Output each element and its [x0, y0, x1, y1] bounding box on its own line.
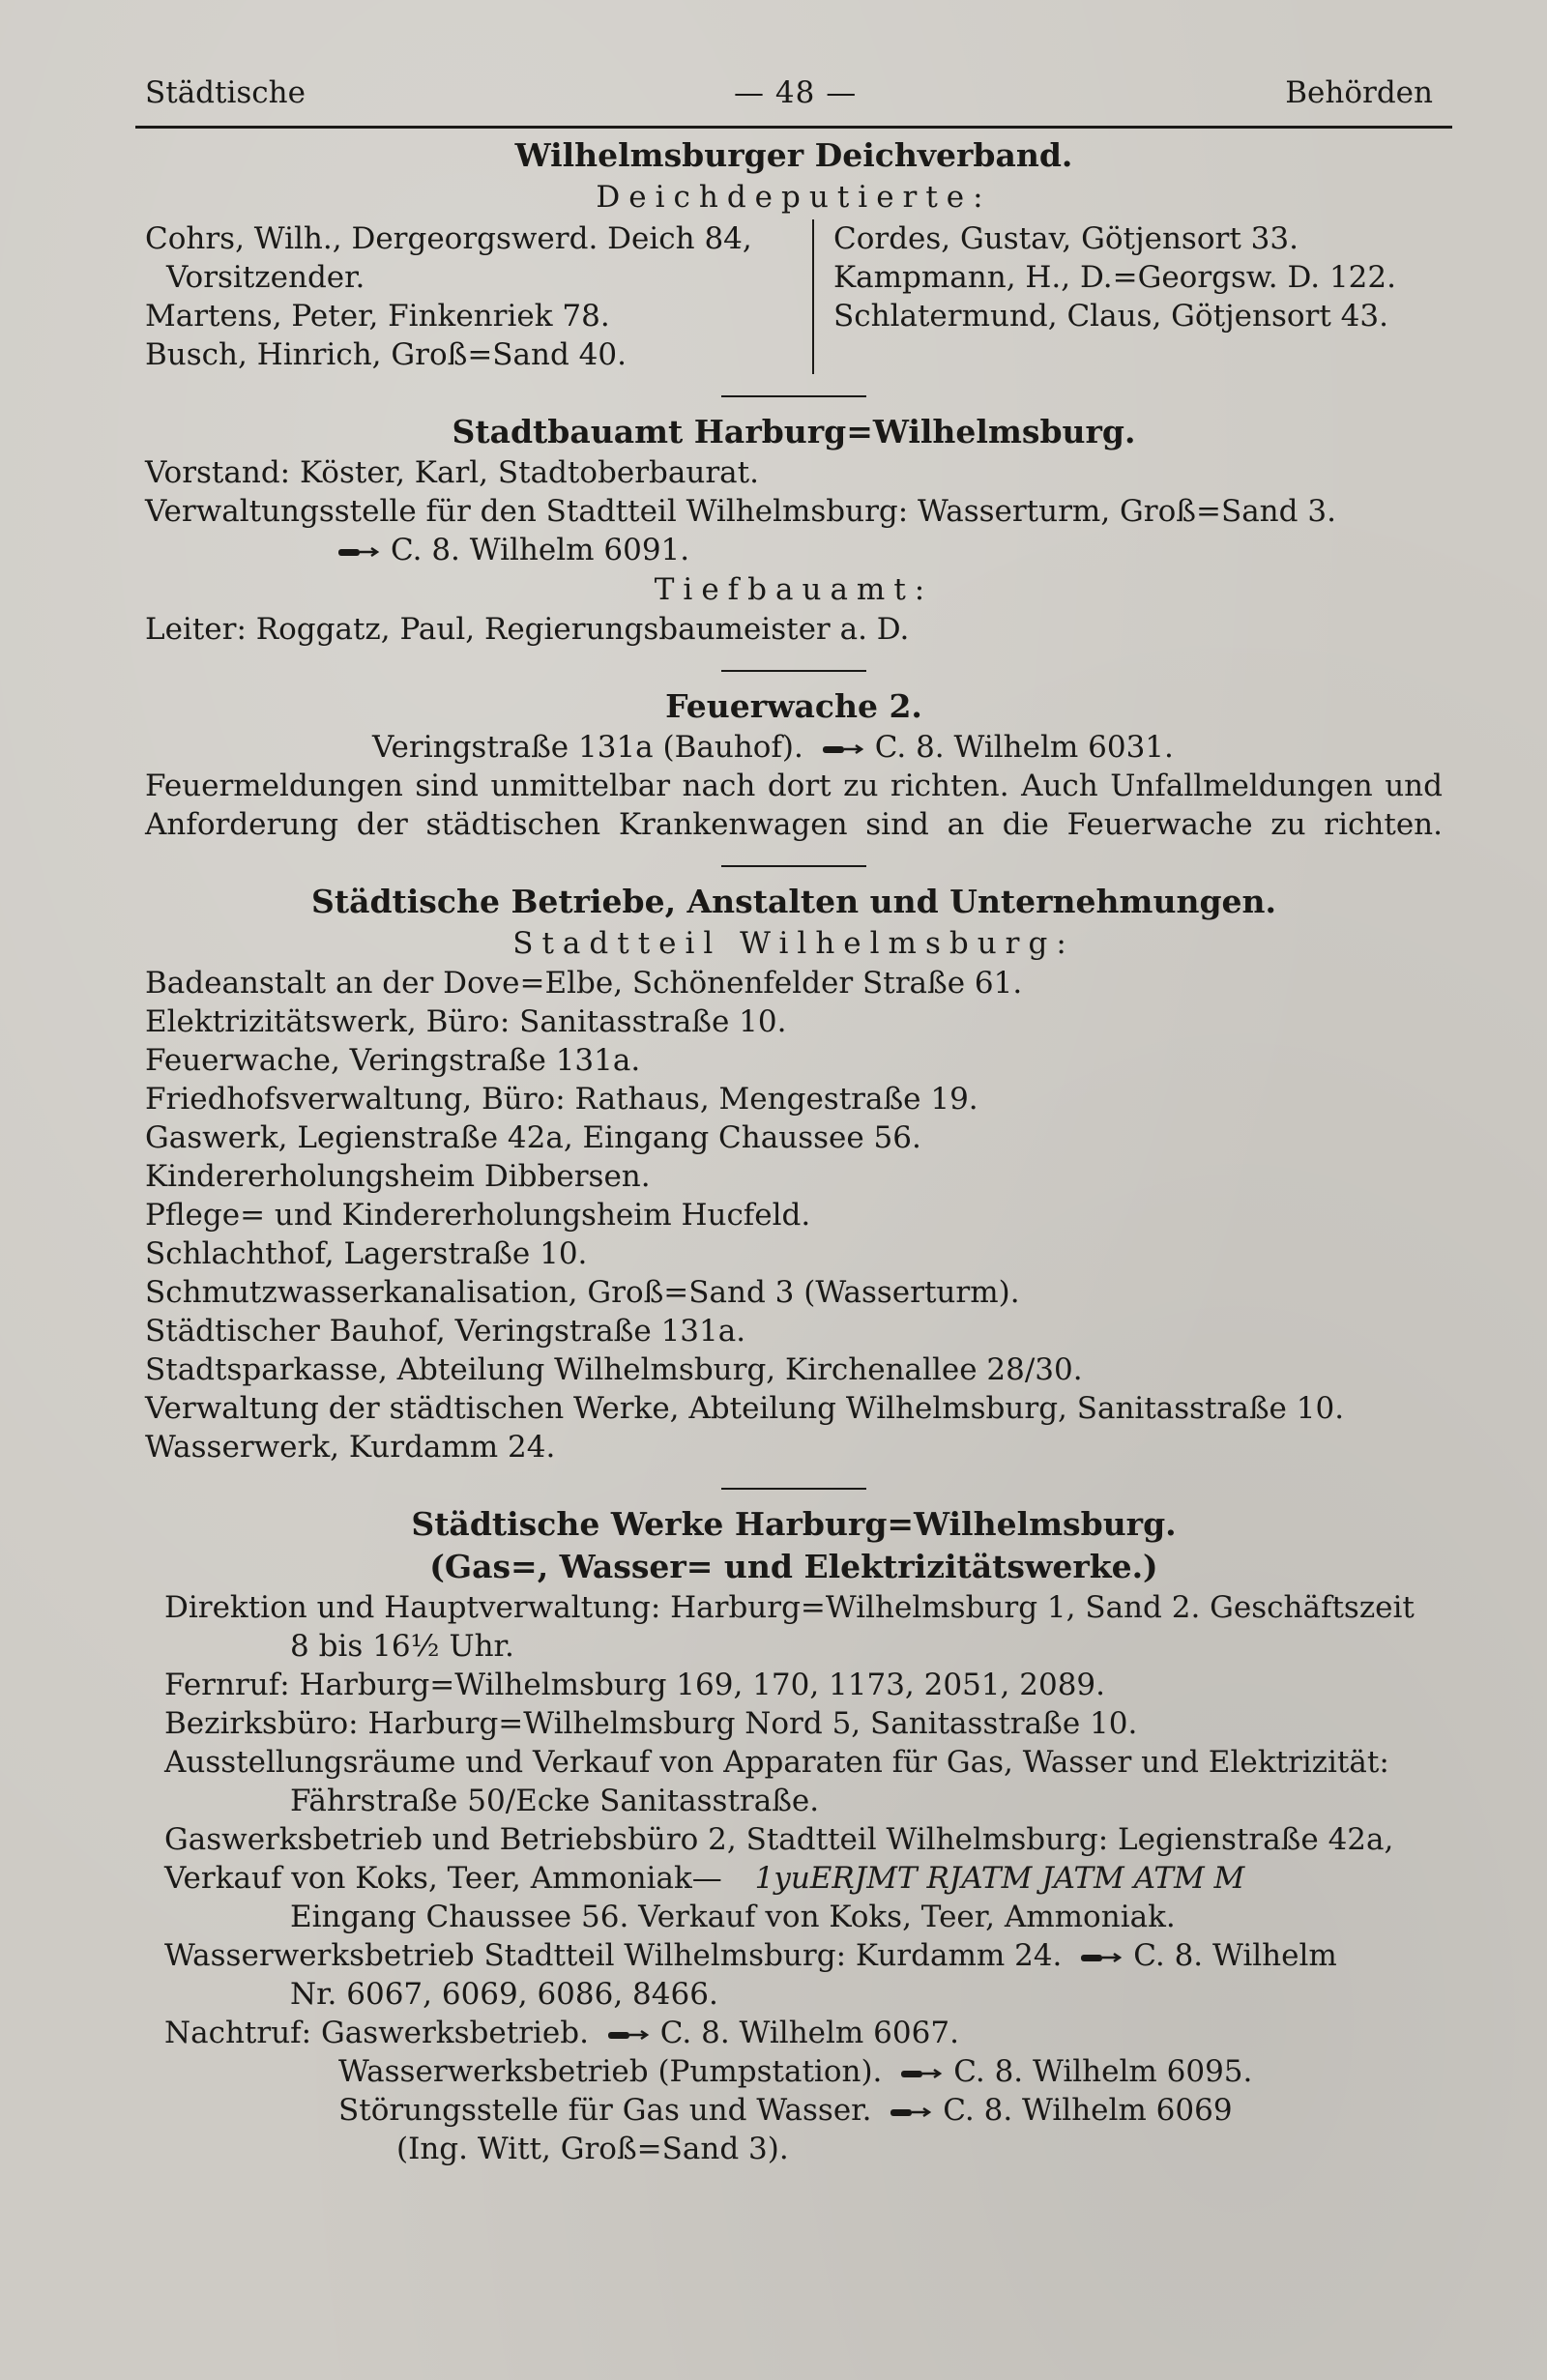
deichverband-left-column: [145, 219, 814, 374]
werke-gaswerk-garbled-text: 1yuERJMT RJATM JATM ATM M: [754, 1861, 1245, 1896]
werke-entries: [145, 1588, 1443, 2168]
werke-nachtruf-stoerung-phone: C. 8. Wilhelm 6069: [943, 2093, 1233, 2128]
werke-nachtruf-ing: (Ing. Witt, Groß=Sand 3).: [396, 2132, 789, 2166]
section-divider: [721, 1488, 866, 1490]
werke-gaswerksbetrieb: Gaswerksbetrieb und Betriebsbüro 2, Stadtteil Wilhelmsburg: Legienstraße 42a,: [164, 1822, 1394, 1857]
werke-nachtruf-stoerung: Störungsstelle für Gas und Wasser.: [338, 2093, 872, 2128]
feuerwache-address: Veringstraße 131a (Bauhof).: [372, 730, 803, 765]
werke-nachtruf-stoerung-line: [145, 2091, 1443, 2130]
werke-geschaeftszeit: 8 bis 16½ Uhr.: [290, 1629, 514, 1664]
werke-wasserwerk-phone: C. 8. Wilhelm: [1133, 1938, 1337, 1973]
werke-nachtruf-gas-phone: C. 8. Wilhelm 6067.: [659, 2016, 959, 2050]
section-divider: [721, 670, 866, 672]
member-entry: Busch, Hinrich, Groß=Sand 40.: [145, 337, 627, 372]
werke-gaswerk-verkauf-line: [145, 1859, 1443, 1898]
list-item: Verwaltung der städtischen Werke, Abteilung Wilhelmsburg, Sanitasstraße 10.: [145, 1391, 1345, 1426]
werke-title: Städtische Werke Harburg=Wilhelmsburg.: [411, 1505, 1177, 1543]
werke-ausstellung-address: Fährstraße 50/Ecke Sanitasstraße.: [290, 1784, 820, 1818]
deichverband-subtitle: Deichdeputierte:: [596, 180, 992, 215]
stadtbauamt-phone-line: [145, 531, 1443, 569]
running-head: [145, 75, 1443, 126]
member-entry: Schlatermund, Claus, Götjensort 43.: [833, 299, 1388, 334]
telephone-icon: [901, 2067, 946, 2080]
werke-nachtruf-gas: Gaswerksbetrieb.: [320, 2016, 589, 2050]
telephone-icon: [890, 2105, 935, 2119]
list-item: Wasserwerk, Kurdamm 24.: [145, 1430, 556, 1465]
deichverband-members: [145, 219, 1443, 374]
feuerwache-text-line: Feuermeldungen sind unmittelbar nach dort zu richten. Auch Unfallmeldungen und: [145, 769, 1443, 803]
werke-wasserwerk-numbers: Nr. 6067, 6069, 6086, 8466.: [290, 1977, 718, 2012]
list-item: Friedhofsverwaltung, Büro: Rathaus, Mengestraße 19.: [145, 1082, 978, 1117]
deichverband-title: Wilhelmsburger Deichverband.: [514, 136, 1073, 174]
list-item: Städtischer Bauhof, Veringstraße 131a.: [145, 1314, 746, 1349]
page-number: — 48 —: [734, 75, 858, 110]
werke-direktion: Direktion und Hauptverwaltung: Harburg=Wilhelmsburg 1, Sand 2. Geschäftszeit: [164, 1590, 1415, 1625]
werke-nachtruf-wasser-line: [145, 2052, 1443, 2091]
member-entry: Cohrs, Wilh., Dergeorgswerd. Deich 84,: [145, 221, 752, 256]
werke-ausstellung: Ausstellungsräume und Verkauf von Apparaten für Gas, Wasser und Elektrizität:: [164, 1745, 1389, 1780]
werke-bezirksbuero: Bezirksbüro: Harburg=Wilhelmsburg Nord 5, Sanitasstraße 10.: [164, 1706, 1138, 1741]
telephone-icon: [338, 545, 383, 559]
feuerwache-text-line: Anforderung der städtischen Krankenwagen sind an die Feuerwache zu richten.: [145, 807, 1443, 842]
stadtbauamt-title: Stadtbauamt Harburg=Wilhelmsburg.: [452, 413, 1136, 450]
list-item: Feuerwache, Veringstraße 131a.: [145, 1043, 641, 1078]
deichverband-right-column: [814, 219, 1396, 374]
werke-fernruf: Fernruf: Harburg=Wilhelmsburg 169, 170, 1173, 2051, 2089.: [164, 1668, 1105, 1702]
list-item: Schlachthof, Lagerstraße 10.: [145, 1236, 588, 1271]
member-entry: Cordes, Gustav, Götjensort 33.: [833, 221, 1299, 256]
tiefbauamt-leiter: Leiter: Roggatz, Paul, Regierungsbaumeister a. D.: [145, 612, 910, 647]
list-item: Stadtsparkasse, Abteilung Wilhelmsburg, Kirchenallee 28/30.: [145, 1352, 1083, 1387]
werke-gaswerk-eingang: Eingang Chaussee 56. Verkauf von Koks, Teer, Ammoniak.: [290, 1900, 1176, 1934]
running-head-right: Behörden: [1285, 75, 1433, 110]
werke-subtitle: (Gas=, Wasser= und Elektrizitätswerke.): [429, 1548, 1158, 1585]
member-role: Vorsitzender.: [166, 260, 365, 295]
running-head-left: Städtische: [145, 75, 306, 110]
list-item: Gaswerk, Legienstraße 42a, Eingang Chaussee 56.: [145, 1120, 921, 1155]
werke-nachtruf-label: Nachtruf:: [164, 2016, 312, 2050]
member-entry: Martens, Peter, Finkenriek 78.: [145, 299, 610, 334]
feuerwache-address-line: [145, 728, 1443, 767]
telephone-icon: [1081, 1951, 1125, 1964]
section-divider: [721, 395, 866, 397]
feuerwache-title: Feuerwache 2.: [665, 687, 922, 725]
werke-wasserwerk: Wasserwerksbetrieb Stadtteil Wilhelmsburg: Kurdamm 24.: [164, 1938, 1063, 1973]
werke-gaswerk-verkauf: Verkauf von Koks, Teer, Ammoniak—: [164, 1861, 722, 1896]
stadtbauamt-verwaltungsstelle: Verwaltungsstelle für den Stadtteil Wilhelmsburg: Wasserturm, Groß=Sand 3.: [145, 494, 1336, 529]
stadtbauamt-vorstand: Vorstand: Köster, Karl, Stadtoberbaurat.: [145, 455, 759, 490]
werke-nachtruf-wasser-phone: C. 8. Wilhelm 6095.: [953, 2054, 1253, 2089]
werke-nachtruf-gas-line: [145, 2014, 1443, 2052]
betriebe-title: Städtische Betriebe, Anstalten und Unternehmungen.: [311, 883, 1276, 920]
tiefbauamt-heading: Tiefbauamt:: [654, 572, 934, 607]
header-rule: [135, 126, 1452, 129]
list-item: Pflege= und Kindererholungsheim Hucfeld.: [145, 1198, 811, 1233]
list-item: Elektrizitätswerk, Büro: Sanitasstraße 10.: [145, 1004, 787, 1039]
member-entry: Kampmann, H., D.=Georgsw. D. 122.: [833, 260, 1396, 295]
stadtbauamt-phone: C. 8. Wilhelm 6091.: [391, 533, 690, 567]
betriebe-list: [145, 964, 1443, 1466]
list-item: Kindererholungsheim Dibbersen.: [145, 1159, 651, 1194]
betriebe-subtitle: Stadtteil Wilhelmsburg:: [512, 926, 1075, 961]
telephone-icon: [608, 2028, 653, 2042]
section-divider: [721, 865, 866, 867]
list-item: Badeanstalt an der Dove=Elbe, Schönenfelder Straße 61.: [145, 966, 1023, 1001]
telephone-icon: [823, 742, 867, 756]
feuerwache-phone: C. 8. Wilhelm 6031.: [874, 730, 1174, 765]
werke-wasserwerk-line: [145, 1936, 1443, 1975]
list-item: Schmutzwasserkanalisation, Groß=Sand 3 (Wasserturm).: [145, 1275, 1020, 1310]
werke-nachtruf-wasser: Wasserwerksbetrieb (Pumpstation).: [338, 2054, 883, 2089]
